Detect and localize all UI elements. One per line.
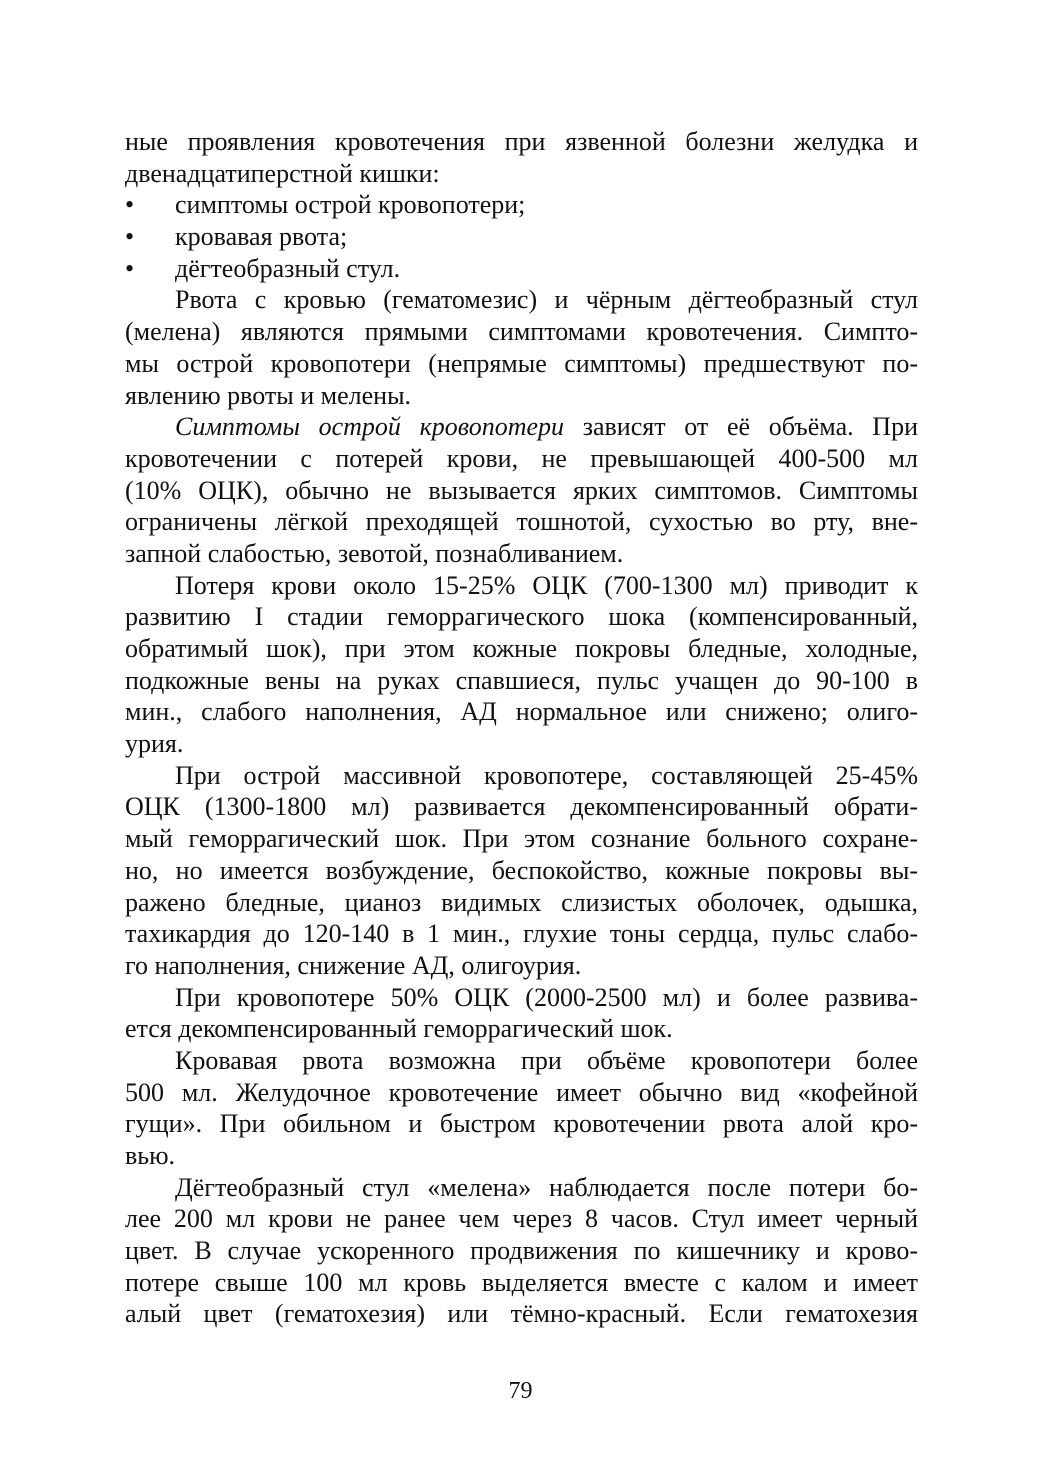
- paragraph-line: ется декомпенсированный геморрагический шок.: [125, 1014, 673, 1044]
- paragraph-line: цвет. В случае ускоренного продвижения по кишечнику и крово-: [125, 1236, 918, 1266]
- paragraph-line: ограничены лёгкой преходящей тошнотой, сухостью во рту, вне-: [125, 507, 918, 537]
- paragraph-line: кровотечении с потерей крови, не превышающей 400-500 мл: [125, 443, 918, 473]
- list-item-text: кровавая рвота;: [175, 222, 348, 252]
- list-item: [125, 189, 918, 221]
- text-line: ные проявления кровотечения при язвенной болезни желудка и: [125, 127, 918, 156]
- paragraph-line: ОЦК (1300-1800 мл) развивается декомпенсированный обрати-: [125, 792, 918, 822]
- bullet-icon: •: [125, 190, 135, 220]
- paragraph-line: вью.: [125, 1141, 176, 1170]
- paragraph-line: (мелена) являются прямыми симптомами кровотечения. Симпто-: [125, 317, 918, 347]
- paragraph-line: тахикардия до 120-140 в 1 мин., глухие тоны сердца, пульс слабо-: [125, 919, 918, 949]
- text-line: двенадцатиперстной кишки:: [125, 158, 440, 188]
- paragraph-line: Потеря крови около 15-25% ОЦК (700-1300 мл) приводит к: [175, 570, 918, 600]
- italic-term: Симптомы острой кровопотери: [175, 412, 565, 442]
- paragraph-line: но, но имеется возбуждение, беспокойство, кожные покровы вы-: [125, 855, 918, 885]
- list-item-text: дёгтеобразный стул.: [175, 253, 401, 283]
- paragraph-line: алый цвет (гематохезия) или тёмно-красный. Если гематохезия: [125, 1299, 918, 1329]
- paragraph-line: При кровопотере 50% ОЦК (2000-2500 мл) и более развива-: [175, 982, 918, 1012]
- bullet-icon: •: [125, 222, 135, 252]
- paragraph-line: ражено бледные, цианоз видимых слизистых оболочек, одышка,: [125, 887, 918, 917]
- paragraph-line: [125, 411, 918, 443]
- paragraph-line: Кровавая рвота возможна при объёме кровопотери более: [175, 1045, 918, 1075]
- paragraph-line: лее 200 мл крови не ранее чем через 8 часов. Стул имеет черный: [125, 1204, 918, 1234]
- paragraph-line: урия.: [125, 729, 184, 759]
- paragraph-line: мы острой кровопотери (непрямые симптомы) предшествуют по-: [125, 348, 918, 378]
- paragraph-line: мый геморрагический шок. При этом сознание больного сохране-: [125, 824, 918, 854]
- paragraph-line: развитию I стадии геморрагического шока (компенсированный,: [125, 602, 918, 632]
- paragraph-line: обратимый шок), при этом кожные покровы бледные, холодные,: [125, 634, 918, 663]
- paragraph-line: 500 мл. Желудочное кровотечение имеет обычно вид «кофейной: [125, 1077, 918, 1107]
- list-item-text: симптомы острой кровопотери;: [175, 190, 526, 220]
- body-text: [125, 126, 918, 1330]
- bullet-icon: •: [125, 253, 135, 283]
- paragraph-line: запной слабостью, зевотой, познабливанием.: [125, 538, 624, 568]
- paragraph-line: подкожные вены на руках спавшиеся, пульс учащен до 90-100 в: [125, 665, 918, 695]
- paragraph-line: При острой массивной кровопотере, составляющей 25-45%: [175, 760, 918, 790]
- paragraph-line: (10% ОЦК), обычно не вызывается ярких симптомов. Симптомы: [125, 475, 918, 505]
- paragraph-line: Дёгтеобразный стул «мелена» наблюдается после потери бо-: [175, 1172, 918, 1202]
- page-number: 79: [508, 1378, 533, 1404]
- paragraph-line: мин., слабого наполнения, АД нормальное или снижено; олиго-: [125, 697, 918, 727]
- list-item: [125, 253, 918, 285]
- list-item: [125, 221, 918, 253]
- paragraph-line: гущи». При обильном и быстром кровотечении рвота алой кро-: [125, 1109, 918, 1139]
- paragraph-line: явлению рвоты и мелены.: [125, 380, 412, 410]
- paragraph-line: Рвота с кровью (гематомезис) и чёрным дёгтеобразный стул: [175, 285, 918, 315]
- paragraph-text: зависят от её объёма. При: [564, 412, 918, 442]
- paragraph-line: потере свыше 100 мл кровь выделяется вместе с калом и имеет: [125, 1267, 918, 1297]
- paragraph-line: го наполнения, снижение АД, олигоурия.: [125, 950, 582, 980]
